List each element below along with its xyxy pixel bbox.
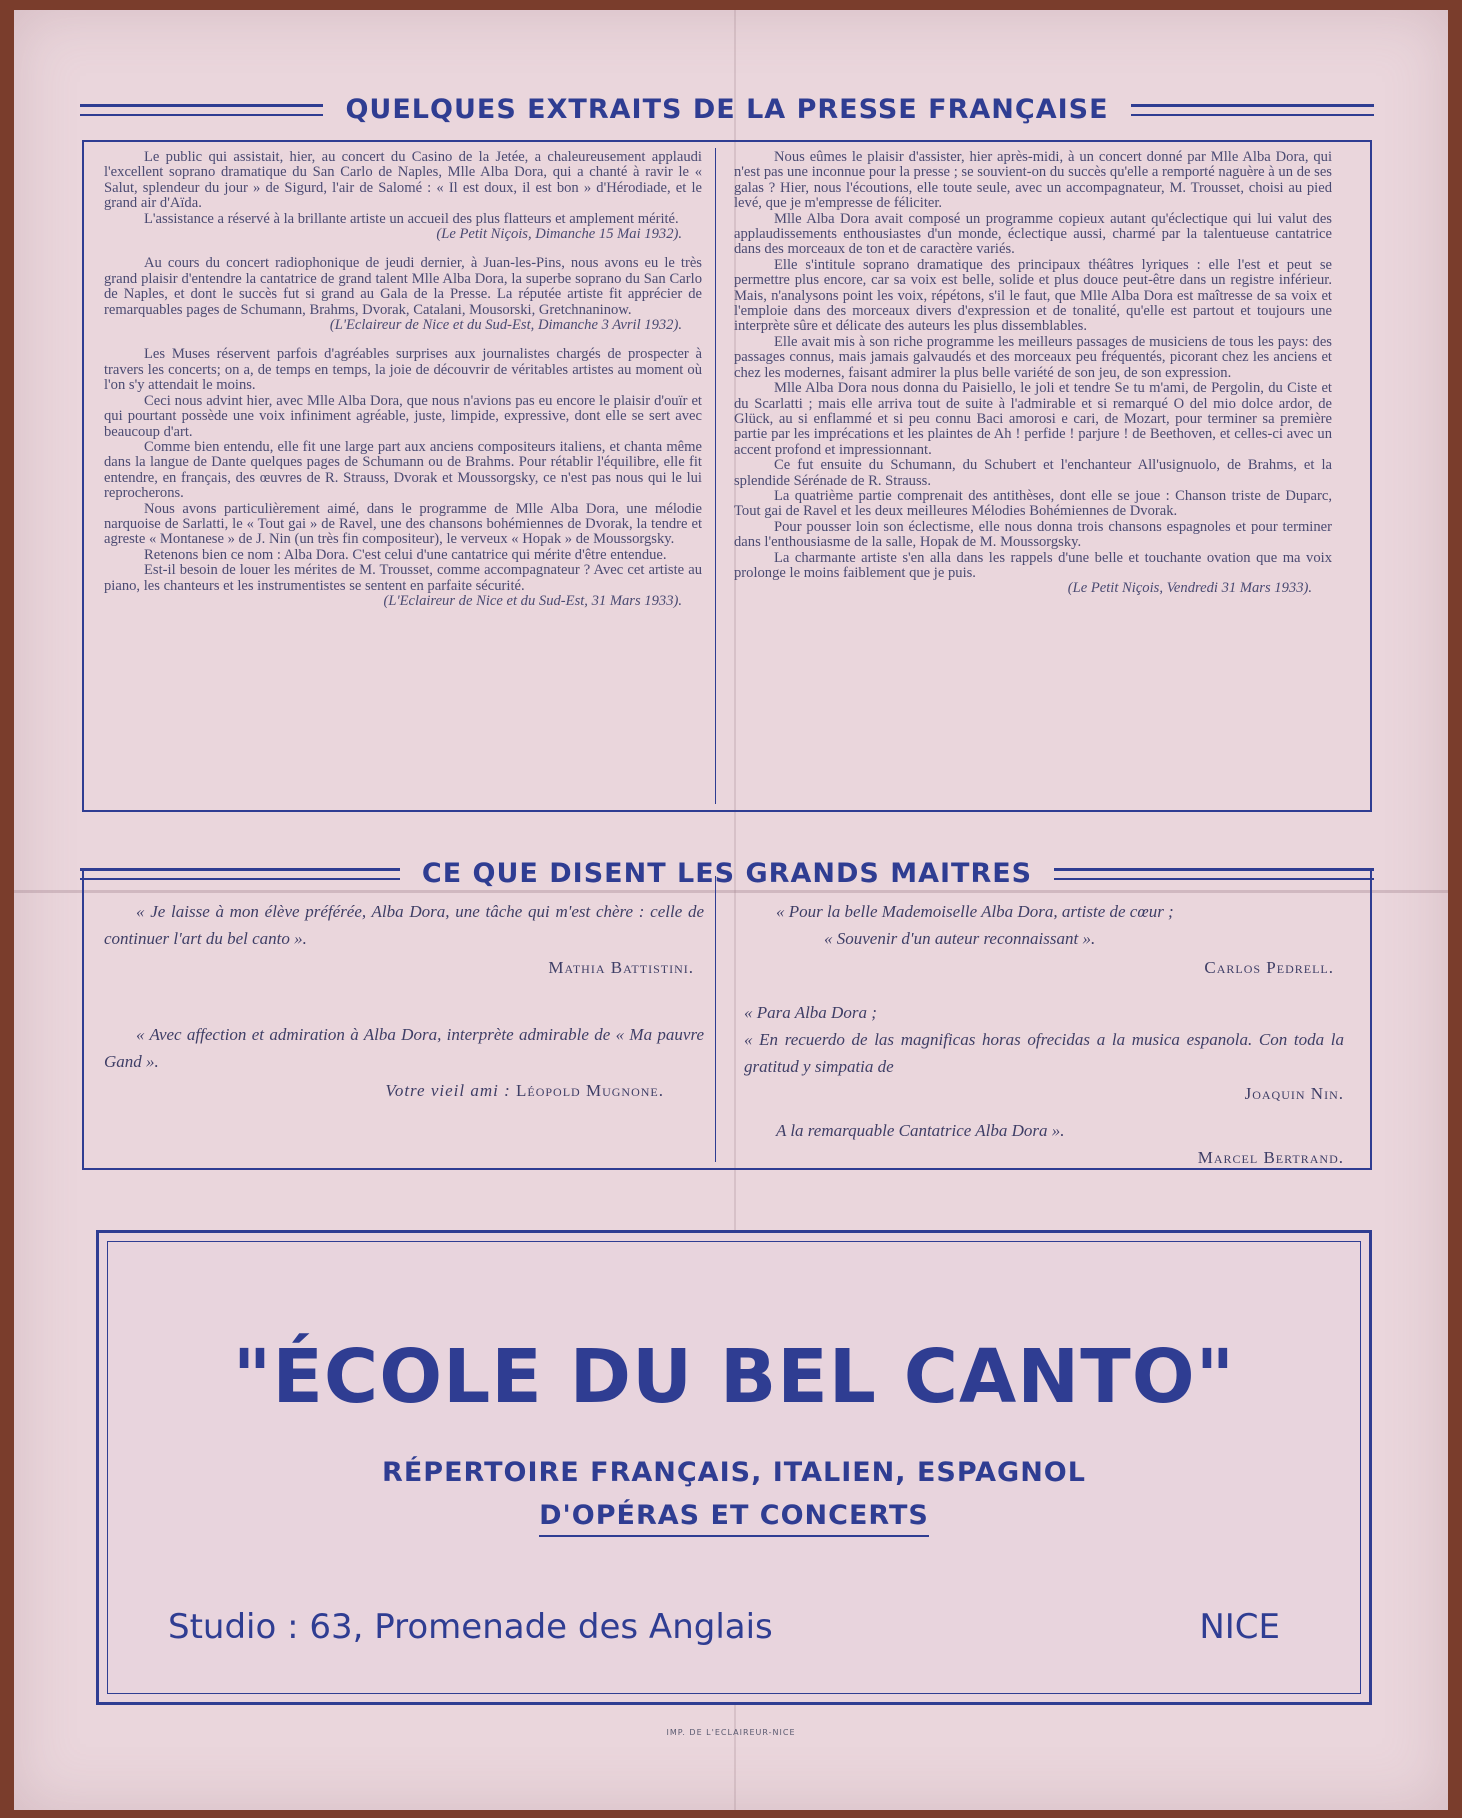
signature-mugnone: Léopold Mugnone. xyxy=(516,1081,664,1100)
press-paragraph: Mlle Alba Dora avait composé un programme copieux autant qu'éclectique qui lui valut des applaudissements enthousiastes d'un monde, éclectique aussi, charmé par la talentueuse cantatrice dans des morceaux de ton et de caractère variés. xyxy=(734,210,1332,258)
quote-nin-1: « Para Alba Dora ; xyxy=(744,1003,877,1022)
press-column-right xyxy=(734,150,1332,611)
press-paragraph: Comme bien entendu, elle fit une large part aux anciens compositeurs italiens, et chanta même dans la langue de Dante quelques pages de Schumann ou de Brahms. Pour rétablir l'équilibre, elle fit entendre, en français, des œuvres de R. Strauss, Dvorak et Moussorgsky, ce n'est pas nous qui le lui reprocherons. xyxy=(104,438,702,502)
press-paragraph: Elle s'intitule soprano dramatique des principaux théâtres lyriques : elle l'est et peut se permettre plus encore, car sa voix est belle, solide et plus douce peut-être dans un registre inférieur. Mais, n'analysons point les voix, répétons, s'il le faut, que Mlle Alba Dora est maîtresse de sa voix et l'emploie dans des morceaux divers d'expression et de tonalité, qu'elle est partout et toujours une interprète sûre et délicate des auteurs les plus dissemblables. xyxy=(734,256,1332,335)
signature-mugnone-line xyxy=(104,1077,664,1104)
press-paragraph: La charmante artiste s'en alla dans les rappels d'une belle et touchante ovation que ma voix prolonge le moins faiblement que je puis. xyxy=(734,549,1332,581)
quote-nin-2: « En recuerdo de las magnificas horas ofrecidas a la musica espanola. Con toda la gratitud y simpatia de xyxy=(744,1030,1344,1076)
press-paragraph: L'assistance a réservé à la brillante artiste un accueil des plus flatteurs et amplement mérité. xyxy=(144,210,679,227)
press-paragraph: Nous avons particulièrement aimé, dans le programme de Mlle Alba Dora, une mélodie narquoise de Sarlatti, le « Tout gai » de Ravel, une des chansons bohémiennes de Dvorak, la tendre et agreste « Montanese » de J. Nin (un très fin compositeur), le verveux « Hopak » de Moussorgsky. xyxy=(104,500,702,548)
press-paragraph: Mlle Alba Dora nous donna du Paisiello, le joli et tendre Se tu m'ami, de Pergolin, du Ciste et du Scarlatti ; mais elle arriva tout de suite à l'admirable et si remarqué O del mio dolce ardor, de Glück, au si enflammé et si peu connu Baci amorosi e cari, de Mozart, pour terminer sa première partie par les imprécations et les plaintes de Ah ! perfide ! parjure ! de Beethoven, et celles-ci avec un accent profond et impressionnant. xyxy=(734,380,1332,458)
press-paragraph: Est-il besoin de louer les mérites de M. Trousset, comme accompagnateur ? Avec cet artiste au piano, les chanteurs et les instrumentistes se sentent en parfaite sécurité. xyxy=(104,562,702,594)
quote-pedrell-2: « Souvenir d'un auteur reconnaissant ». xyxy=(824,929,1096,948)
quote-bertrand: A la remarquable Cantatrice Alba Dora ». xyxy=(776,1121,1065,1140)
press-source-citation: (Le Petit Niçois, Vendredi 31 Mars 1933). xyxy=(1067,580,1312,597)
press-paragraph: Pour pousser loin son éclectisme, elle nous donna trois chansons espagnoles et pour terminer dans l'enthousiasme de la salle, Hopak de M. Moussorgsky. xyxy=(734,518,1332,551)
ecole-inner-frame xyxy=(107,1241,1361,1694)
press-excerpts-box xyxy=(82,140,1372,812)
signature-mugnone-prefix: Votre vieil ami : xyxy=(385,1081,516,1100)
press-source-citation: (L'Eclaireur de Nice et du Sud-Est, Dimanche 3 Avril 1932). xyxy=(329,317,682,334)
press-paragraph: Au cours du concert radiophonique de jeudi dernier, à Juan-les-Pins, nous avons eu le très grand plaisir d'entendre la cantatrice de grand talent Mlle Alba Dora, la superbe soprano du San Carlo de Naples, et dont le succès fut si grand au Gala de la Presse. La réputée artiste fit apprécier de remarquables pages de Schumann, Brahms, Dvorak, Catalani, Mousorski, Gretchnaninow. xyxy=(104,255,702,318)
ecole-advertisement-box xyxy=(96,1230,1372,1705)
signature-battistini: Mathia Battistini. xyxy=(548,958,694,977)
studio-address: Studio : 63, Promenade des Anglais xyxy=(168,1607,773,1647)
masters-quotes-box xyxy=(82,870,1372,1170)
press-paragraph: Les Muses réservent parfois d'agréables surprises aux journalistes chargés de prospecter à travers les concerts; on a, de temps en temps, la joie de découvrir de véritables artistes au moment où l'on s'y attendait le moins. xyxy=(104,346,702,394)
ecole-repertoire-line: RÉPERTOIRE FRANÇAIS, ITALIEN, ESPAGNOL xyxy=(382,1457,1086,1488)
quote-mugnone: « Avec affection et admiration à Alba Dora, interprète admirable de « Ma pauvre Gand ». xyxy=(104,1025,704,1071)
masters-heading-title: CE QUE DISENT LES GRANDS MAITRES xyxy=(421,858,1033,889)
signature-nin: Joaquin Nin. xyxy=(1244,1084,1344,1103)
press-heading xyxy=(80,94,1374,125)
printer-imprint: IMP. DE L'ECLAIREUR-NICE xyxy=(666,1728,796,1737)
studio-city: NICE xyxy=(1199,1607,1280,1647)
masters-column-right xyxy=(744,898,1344,1181)
press-paragraph: Le public qui assistait, hier, au concert du Casino de la Jetée, a chaleureusement applaudi l'excellent soprano dramatique du San Carlo de Naples, Mlle Alba Dora, qui a chanté à ravir le « Salut, splendeur du jour » de Sigurd, l'air de Salomé : « Il est doux, il est bon » d'Hérodiade, et le grand air d'Aïda. xyxy=(104,149,702,212)
column-divider xyxy=(715,876,716,1162)
press-paragraph: Retenons bien ce nom : Alba Dora. C'est celui d'une cantatrice qui mérite d'être entendue. xyxy=(144,546,667,563)
heading-rule-right xyxy=(1131,104,1374,116)
press-paragraph: Ceci nous advint hier, avec Mlle Alba Dora, que nous n'avions pas eu encore le plaisir d'ouïr et qui pourtant possède une voix infiniment agréable, juste, limpide, expressive, dont elle se sert avec beaucoup d'art. xyxy=(104,392,702,440)
press-source-citation: (Le Petit Niçois, Dimanche 15 Mai 1932). xyxy=(436,226,682,243)
signature-bertrand: Marcel Bertrand. xyxy=(1197,1148,1344,1167)
quote-battistini: « Je laisse à mon élève préférée, Alba Dora, une tâche qui m'est chère : celle de continuer l'art du bel canto ». xyxy=(104,902,704,948)
ecole-title: "ÉCOLE DU BEL CANTO" xyxy=(232,1334,1236,1420)
signature-pedrell: Carlos Pedrell. xyxy=(1204,958,1334,977)
press-paragraph: Elle avait mis à son riche programme les meilleurs passages de musiciens de tous les pays: des passages connus, mais jamais galvaudés et des morceaux peu fréquentés, picorant chez les anciens et chez les modernes, faisant admirer la plus belle variété de son jeu, de son expression. xyxy=(734,333,1332,381)
press-heading-title: QUELQUES EXTRAITS DE LA PRESSE FRANÇAISE xyxy=(345,94,1109,125)
ecole-operas-line xyxy=(108,1500,1360,1531)
press-paragraph: Nous eûmes le plaisir d'assister, hier après-midi, à un concert donné par Mlle Alba Dora, qui n'est pas une inconnue pour la presse ; se souvient-on du succès qu'elle a remporté naguère à un de ses galas ? Hier, nous l'écoutions, elle toute seule, avec un accompagnateur, M. Trousset, choisi au pied levé, que je m'empresse de féliciter. xyxy=(734,149,1332,212)
column-divider xyxy=(715,148,716,804)
heading-rule-left xyxy=(80,104,323,116)
ecole-operas-text: D'OPÉRAS ET CONCERTS xyxy=(539,1500,929,1537)
quote-pedrell-1: « Pour la belle Mademoiselle Alba Dora, artiste de cœur ; xyxy=(776,902,1174,921)
press-source-citation: (L'Eclaireur de Nice et du Sud-Est, 31 Mars 1933). xyxy=(383,592,682,609)
press-column-left xyxy=(104,150,702,623)
masters-column-left xyxy=(104,898,704,1122)
press-paragraph: La quatrième partie comprenait des antithèses, dont elle se joue : Chanson triste de Duparc, Tout gai de Ravel et les deux meilleures Mélodies Bohémiennes de Dvorak. xyxy=(734,487,1332,520)
press-paragraph: Ce fut ensuite du Schumann, du Schubert et l'enchanteur All'usignuolo, de Brahms, et la splendide Sérénade de R. Strauss. xyxy=(734,457,1332,489)
